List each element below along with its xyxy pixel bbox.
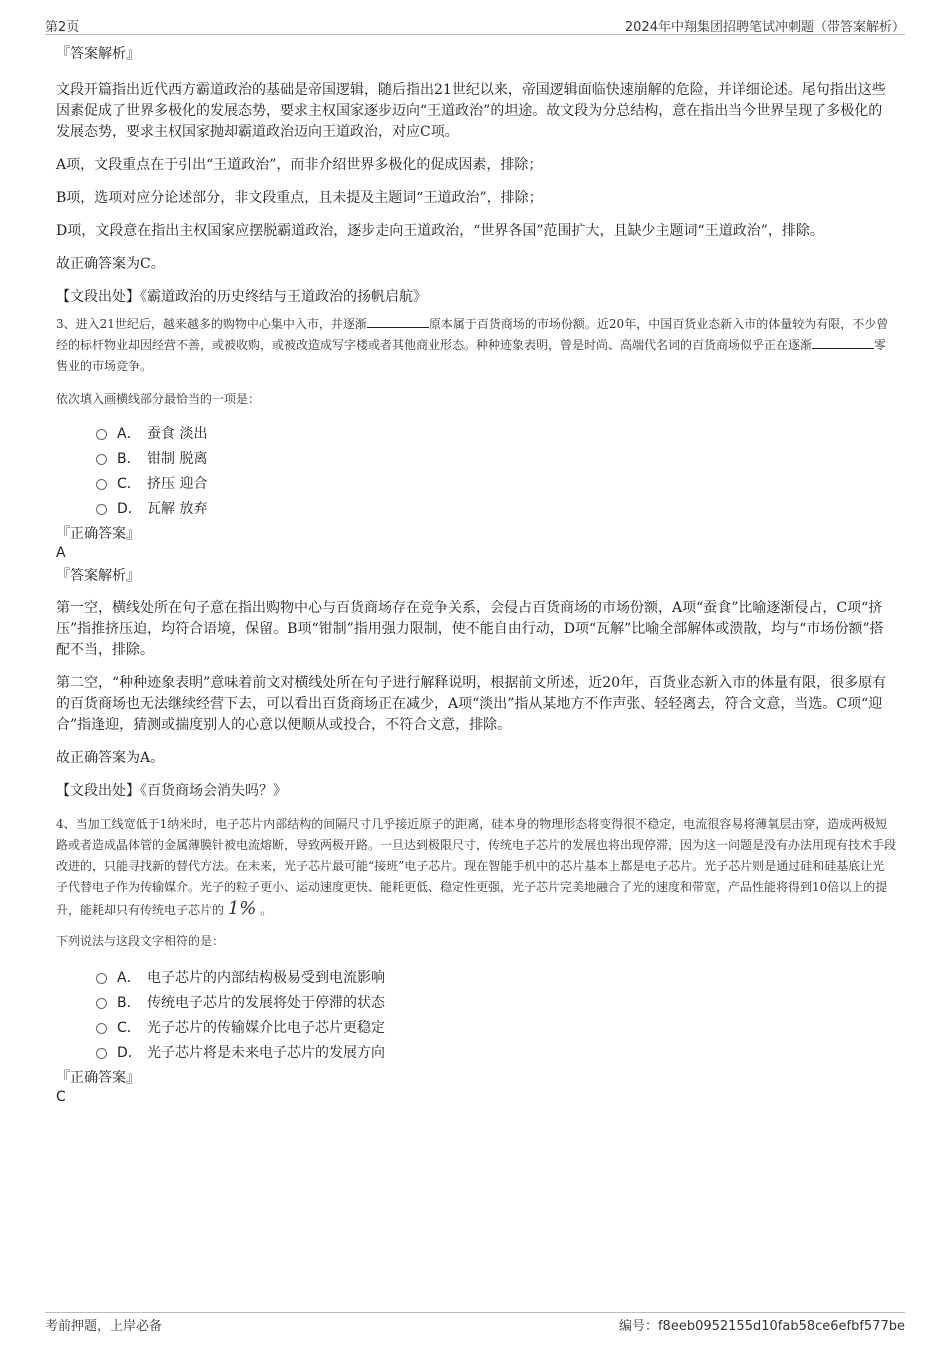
option-text: 电子芯片的内部结构极易受到电流影响 xyxy=(147,969,385,986)
analysis-paragraph: D项，文段意在指出主权国家应摆脱霸道政治，逐步走向王道政治，“世界各国”范围扩大，且缺少主题词“王道政治”，排除。 xyxy=(56,223,824,239)
analysis-paragraph: A项，文段重点在于引出“王道政治”，而非介绍世界多极化的促成因素，排除； xyxy=(56,157,543,173)
option-b[interactable] xyxy=(56,445,896,470)
radio-icon[interactable] xyxy=(96,454,107,465)
question-4-options xyxy=(56,964,896,1064)
fill-blank xyxy=(812,336,874,349)
option-d[interactable] xyxy=(56,1039,896,1064)
page-content xyxy=(56,44,896,1106)
question-3-options xyxy=(56,420,896,520)
option-text: 瓦解 放弃 xyxy=(147,500,208,517)
radio-icon[interactable] xyxy=(96,998,107,1009)
answer-statement: 故正确答案为A。 xyxy=(56,750,165,766)
page-footer xyxy=(45,1312,905,1335)
correct-answer-tag: 『正确答案』 xyxy=(56,1070,140,1086)
option-letter: A． xyxy=(117,425,141,442)
option-a[interactable] xyxy=(56,420,896,445)
answer-statement: 故正确答案为C。 xyxy=(56,256,165,272)
option-text: 挤压 迎合 xyxy=(147,475,208,492)
question-text-part: 原本属于百货商场的市场份额。近20年，中国百货业态新入市的体量较为有限，不少曾经的标杆物业却因经营不善，或被收购，或被改造成写字楼或者其他商业形态。种种迹象表明，曾是时尚、高端代名词的百货商场似乎正在逐渐 xyxy=(56,317,889,352)
analysis-tag: 『答案解析』 xyxy=(56,568,140,584)
question-text-part: 。 xyxy=(260,903,273,917)
fill-blank xyxy=(367,315,429,328)
option-letter: A． xyxy=(117,969,141,986)
radio-icon[interactable] xyxy=(96,1048,107,1059)
question-3-text xyxy=(56,314,896,377)
page-header xyxy=(45,14,905,35)
option-letter: C． xyxy=(117,475,141,492)
option-text: 光子芯片将是未来电子芯片的发展方向 xyxy=(147,1044,385,1061)
correct-answer: C xyxy=(56,1089,66,1105)
document-title: 2024年中翔集团招聘笔试冲刺题（带答案解析） xyxy=(624,20,905,35)
option-d[interactable] xyxy=(56,495,896,520)
option-a[interactable] xyxy=(56,964,896,989)
option-letter: B． xyxy=(117,450,141,467)
option-b[interactable] xyxy=(56,989,896,1014)
option-text: 传统电子芯片的发展将处于停滞的状态 xyxy=(147,994,385,1011)
question-4-text xyxy=(56,814,896,921)
radio-icon[interactable] xyxy=(96,1023,107,1034)
footer-slogan: 考前押题，上岸必备 xyxy=(45,1319,163,1334)
option-text: 光子芯片的传输媒介比电子芯片更稳定 xyxy=(147,1019,385,1036)
source-citation: 【文段出处】《霸道政治的历史终结与王道政治的扬帆启航》 xyxy=(56,289,427,305)
option-c[interactable] xyxy=(56,1014,896,1039)
percent-value: 1% xyxy=(227,898,257,919)
option-text: 钳制 脱离 xyxy=(147,450,208,467)
radio-icon[interactable] xyxy=(96,429,107,440)
page-number: 第2页 xyxy=(45,20,80,35)
document-code: 编号：f8eeb0952155d10fab58ce6efbf577be xyxy=(618,1319,905,1334)
analysis-paragraph: 文段开篇指出近代西方霸道政治的基础是帝国逻辑，随后指出21世纪以来，帝国逻辑面临快速崩解的危险，并详细论述。尾句指出这些因素促成了世界多极化的发展态势，要求主权国家逐步迈向“王道政治”的坦途。故文段为分总结构，意在指出当今世界呈现了多极化的发展态势，要求主权国家抛却霸道政治迈向王道政治，对应C项。 xyxy=(56,82,886,140)
radio-icon[interactable] xyxy=(96,504,107,515)
option-text: 蚕食 淡出 xyxy=(147,425,208,442)
source-citation: 【文段出处】《百货商场会消失吗？》 xyxy=(56,783,287,799)
correct-answer-tag: 『正确答案』 xyxy=(56,526,140,542)
analysis-paragraph: B项，选项对应分论述部分，非文段重点，且未提及主题词“王道政治”，排除； xyxy=(56,190,543,206)
option-letter: D． xyxy=(117,500,142,517)
option-c[interactable] xyxy=(56,470,896,495)
analysis-tag: 『答案解析』 xyxy=(56,46,140,62)
question-3-prompt: 依次填入画横线部分最恰当的一项是： xyxy=(56,392,261,406)
radio-icon[interactable] xyxy=(96,479,107,490)
option-letter: C． xyxy=(117,1019,141,1036)
correct-answer: A xyxy=(56,545,66,561)
question-4-prompt: 下列说法与这段文字相符的是： xyxy=(56,934,225,948)
analysis-paragraph: 第二空，“种种迹象表明”意味着前文对横线处所在句子进行解释说明，根据前文所述，近20年，百货业态新入市的体量有限，很多原有的百货商场也无法继续经营下去，可以看出百货商场正在减少，A项“淡出”指从某地方不作声张、轻轻离去，符合文意，当选。C项“迎合”指逢迎，猜测或揣度别人的心意以便顺从或投合，不符合文意，排除。 xyxy=(56,675,887,733)
option-letter: D． xyxy=(117,1044,142,1061)
question-text-part: 零售业的市场竞争。 xyxy=(56,338,887,373)
option-letter: B． xyxy=(117,994,141,1011)
question-text-part: 4、当加工线宽低于1纳米时，电子芯片内部结构的间隔尺寸几乎接近原子的距离，硅本身的物理形态将变得很不稳定，电流很容易将薄氧层击穿，造成两极短路或者造成晶体管的金属薄膜针被电流熔断，导致两极开路。一旦达到极限尺寸，传统电子芯片的发展也将出现停滞，因为这一问题是没有办法用现有技术手段改进的，只能寻找新的替代方法。在未来，光子芯片最可能“接班”电子芯片。现在智能手机中的芯片基本上都是电子芯片。光子芯片则是通过硅和硅基底让光子代替电子作为传输媒介。光子的粒子更小、运动速度更快、能耗更低、稳定性更强，光子芯片完美地融合了光的速度和带宽，产品性能将得到10倍以上的提升，能耗却只有传统电子芯片的 xyxy=(56,817,897,917)
question-text-part: 3、进入21世纪后，越来越多的购物中心集中入市，并逐渐 xyxy=(56,317,367,331)
radio-icon[interactable] xyxy=(96,973,107,984)
analysis-paragraph: 第一空，横线处所在句子意在指出购物中心与百货商场存在竞争关系，会侵占百货商场的市场份额，A项“蚕食”比喻逐渐侵占，C项“挤压”指推挤压迫，均符合语境，保留。B项“钳制”指用强力限制，使不能自由行动，D项“瓦解”比喻全部解体或溃散，均与“市场份额”搭配不当，排除。 xyxy=(56,600,884,658)
